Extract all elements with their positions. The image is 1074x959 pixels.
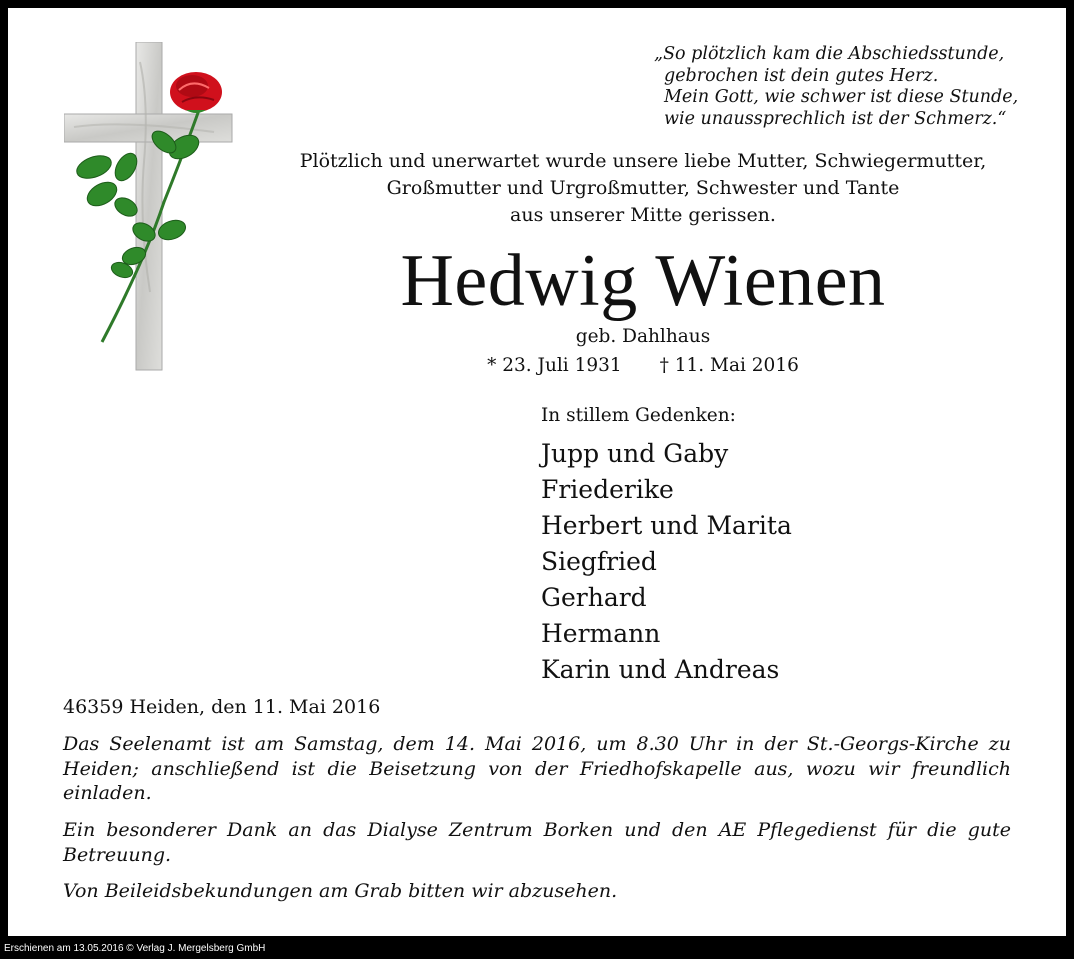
mourner-entry: Friederike xyxy=(541,475,674,504)
death-date: † 11. Mai 2016 xyxy=(659,355,799,376)
intro-text xyxy=(238,148,1048,229)
poem-line: gebrochen ist dein gutes Herz. xyxy=(664,65,939,86)
intro-line: Großmutter und Urgroßmutter, Schwester und Tante xyxy=(386,177,900,199)
deceased-name: Hedwig Wienen xyxy=(400,240,886,322)
mourner-entry: Siegfried xyxy=(541,547,657,576)
cross-with-rose-image xyxy=(64,42,234,376)
birth-name: geb. Dahlhaus xyxy=(575,326,711,347)
poem xyxy=(654,44,1018,130)
poem-line: wie unaussprechlich ist der Schmerz.“ xyxy=(664,108,1007,129)
intro-line: aus unserer Mitte gerissen. xyxy=(510,204,776,226)
mourners-list xyxy=(541,436,792,688)
mourner-entry: Jupp und Gaby xyxy=(541,439,729,468)
funeral-info: Das Seelenamt ist am Samstag, dem 14. Mai 2016, um 8.30 Uhr in der St.-Georgs-Kirche zu Heiden; anschließend ist die Beisetzung von der Friedhofskapelle aus, wozu wir freundlich einladen. xyxy=(63,733,1011,804)
mourner-entry: Hermann xyxy=(541,619,661,648)
poem-line: „So plötzlich kam die Abschiedsstunde, xyxy=(654,44,1005,64)
mourner-entry: Karin und Andreas xyxy=(541,655,780,684)
publication-footer: Erschienen am 13.05.2016 © Verlag J. Mergelsberg GmbH xyxy=(4,943,266,954)
obituary-card xyxy=(8,8,1066,936)
birth-date: * 23. Juli 1931 xyxy=(487,355,622,376)
thanks-note: Ein besonderer Dank an das Dialyse Zentrum Borken und den AE Pflegedienst für die gute Betreuung. xyxy=(63,819,1011,866)
intro-line: Plötzlich und unerwartet wurde unsere liebe Mutter, Schwiegermutter, xyxy=(299,150,987,172)
mourner-entry: Herbert und Marita xyxy=(541,511,792,540)
mourner-entry: Gerhard xyxy=(541,583,647,612)
place-date: 46359 Heiden, den 11. Mai 2016 xyxy=(63,696,381,718)
life-dates xyxy=(238,353,1048,379)
poem-line: Mein Gott, wie schwer ist diese Stunde, xyxy=(664,87,1019,107)
condolence-note: Von Beileidsbekundungen am Grab bitten wir abzusehen. xyxy=(63,880,618,902)
mourners-heading: In stillem Gedenken: xyxy=(541,405,736,426)
